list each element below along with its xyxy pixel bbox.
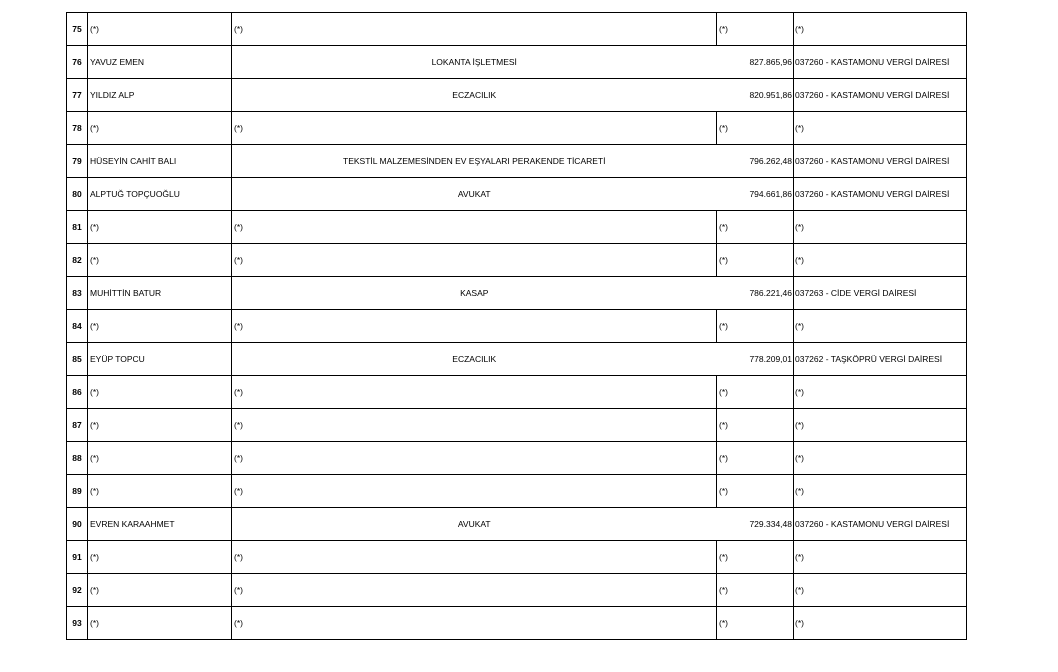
table-row <box>67 343 967 376</box>
taxpayer-name: ALPTUĞ TOPÇUOĞLU <box>88 178 232 211</box>
row-number: 91 <box>67 541 88 574</box>
taxpayer-name: (*) <box>88 310 232 343</box>
tax-amount: (*) <box>717 112 794 145</box>
table-row <box>67 244 967 277</box>
table-row <box>67 409 967 442</box>
tax-office: 037260 - KASTAMONU VERGİ DAİRESİ <box>794 79 967 112</box>
taxpayer-name: (*) <box>88 574 232 607</box>
tax-amount: (*) <box>717 13 794 46</box>
row-number: 87 <box>67 409 88 442</box>
tax-amount: 729.334,48 <box>717 508 794 541</box>
row-number: 93 <box>67 607 88 640</box>
row-number: 84 <box>67 310 88 343</box>
tax-amount: (*) <box>717 409 794 442</box>
tax-office: (*) <box>794 13 967 46</box>
tax-office: (*) <box>794 112 967 145</box>
table-row <box>67 508 967 541</box>
tax-office: 037260 - KASTAMONU VERGİ DAİRESİ <box>794 145 967 178</box>
tax-amount: (*) <box>717 310 794 343</box>
occupation: ECZACILIK <box>232 343 717 376</box>
table-row <box>67 211 967 244</box>
taxpayer-table <box>66 12 967 640</box>
taxpayer-name: MUHİTTİN BATUR <box>88 277 232 310</box>
table-row <box>67 376 967 409</box>
tax-amount: (*) <box>717 607 794 640</box>
occupation: (*) <box>232 574 717 607</box>
tax-office: 037260 - KASTAMONU VERGİ DAİRESİ <box>794 46 967 79</box>
tax-office: 037260 - KASTAMONU VERGİ DAİRESİ <box>794 178 967 211</box>
tax-amount: 827.865,96 <box>717 46 794 79</box>
occupation: LOKANTA İŞLETMESİ <box>232 46 717 79</box>
taxpayer-name: YILDIZ ALP <box>88 79 232 112</box>
table-row <box>67 112 967 145</box>
row-number: 76 <box>67 46 88 79</box>
occupation: (*) <box>232 409 717 442</box>
tax-amount: 786.221,46 <box>717 277 794 310</box>
occupation: (*) <box>232 376 717 409</box>
row-number: 90 <box>67 508 88 541</box>
occupation: (*) <box>232 244 717 277</box>
tax-amount: (*) <box>717 541 794 574</box>
taxpayer-name: (*) <box>88 607 232 640</box>
tax-office: (*) <box>794 541 967 574</box>
taxpayer-name: (*) <box>88 541 232 574</box>
tax-amount: (*) <box>717 211 794 244</box>
row-number: 92 <box>67 574 88 607</box>
row-number: 81 <box>67 211 88 244</box>
taxpayer-name: EVREN KARAAHMET <box>88 508 232 541</box>
occupation: AVUKAT <box>232 508 717 541</box>
tax-office: (*) <box>794 442 967 475</box>
row-number: 89 <box>67 475 88 508</box>
taxpayer-name: (*) <box>88 13 232 46</box>
row-number: 88 <box>67 442 88 475</box>
table-row <box>67 310 967 343</box>
tax-amount: (*) <box>717 442 794 475</box>
table-row <box>67 574 967 607</box>
taxpayer-name: (*) <box>88 211 232 244</box>
tax-office: 037260 - KASTAMONU VERGİ DAİRESİ <box>794 508 967 541</box>
occupation: ECZACILIK <box>232 79 717 112</box>
occupation: (*) <box>232 310 717 343</box>
taxpayer-name: (*) <box>88 244 232 277</box>
tax-office: (*) <box>794 376 967 409</box>
tax-office: (*) <box>794 475 967 508</box>
taxpayer-name: HÜSEYİN CAHİT BALI <box>88 145 232 178</box>
occupation: AVUKAT <box>232 178 717 211</box>
tax-amount: 820.951,86 <box>717 79 794 112</box>
occupation: (*) <box>232 541 717 574</box>
tax-office: (*) <box>794 211 967 244</box>
occupation: (*) <box>232 475 717 508</box>
tax-amount: 794.661,86 <box>717 178 794 211</box>
table-row <box>67 145 967 178</box>
table-body <box>67 13 967 640</box>
table-row <box>67 607 967 640</box>
occupation: (*) <box>232 442 717 475</box>
table-row <box>67 79 967 112</box>
row-number: 83 <box>67 277 88 310</box>
occupation: TEKSTİL MALZEMESİNDEN EV EŞYALARI PERAKENDE TİCARETİ <box>232 145 717 178</box>
row-number: 77 <box>67 79 88 112</box>
taxpayer-name: (*) <box>88 475 232 508</box>
taxpayer-name: YAVUZ EMEN <box>88 46 232 79</box>
tax-amount: 778.209,01 <box>717 343 794 376</box>
row-number: 86 <box>67 376 88 409</box>
tax-amount: 796.262,48 <box>717 145 794 178</box>
taxpayer-name: EYÜP TOPCU <box>88 343 232 376</box>
row-number: 85 <box>67 343 88 376</box>
tax-office: (*) <box>794 574 967 607</box>
occupation: (*) <box>232 211 717 244</box>
table-row <box>67 178 967 211</box>
tax-amount: (*) <box>717 244 794 277</box>
tax-office: (*) <box>794 244 967 277</box>
tax-amount: (*) <box>717 574 794 607</box>
taxpayer-name: (*) <box>88 409 232 442</box>
occupation: (*) <box>232 112 717 145</box>
tax-office: (*) <box>794 409 967 442</box>
table-row <box>67 46 967 79</box>
taxpayer-name: (*) <box>88 112 232 145</box>
table-row <box>67 277 967 310</box>
table-row <box>67 13 967 46</box>
table-row <box>67 442 967 475</box>
row-number: 75 <box>67 13 88 46</box>
table-row <box>67 541 967 574</box>
row-number: 78 <box>67 112 88 145</box>
table-row <box>67 475 967 508</box>
tax-office: 037263 - CİDE VERGİ DAİRESİ <box>794 277 967 310</box>
tax-office: 037262 - TAŞKÖPRÜ VERGİ DAİRESİ <box>794 343 967 376</box>
row-number: 82 <box>67 244 88 277</box>
tax-office: (*) <box>794 607 967 640</box>
taxpayer-name: (*) <box>88 442 232 475</box>
occupation: (*) <box>232 13 717 46</box>
occupation: KASAP <box>232 277 717 310</box>
taxpayer-name: (*) <box>88 376 232 409</box>
row-number: 79 <box>67 145 88 178</box>
occupation: (*) <box>232 607 717 640</box>
tax-office: (*) <box>794 310 967 343</box>
tax-amount: (*) <box>717 475 794 508</box>
row-number: 80 <box>67 178 88 211</box>
tax-amount: (*) <box>717 376 794 409</box>
